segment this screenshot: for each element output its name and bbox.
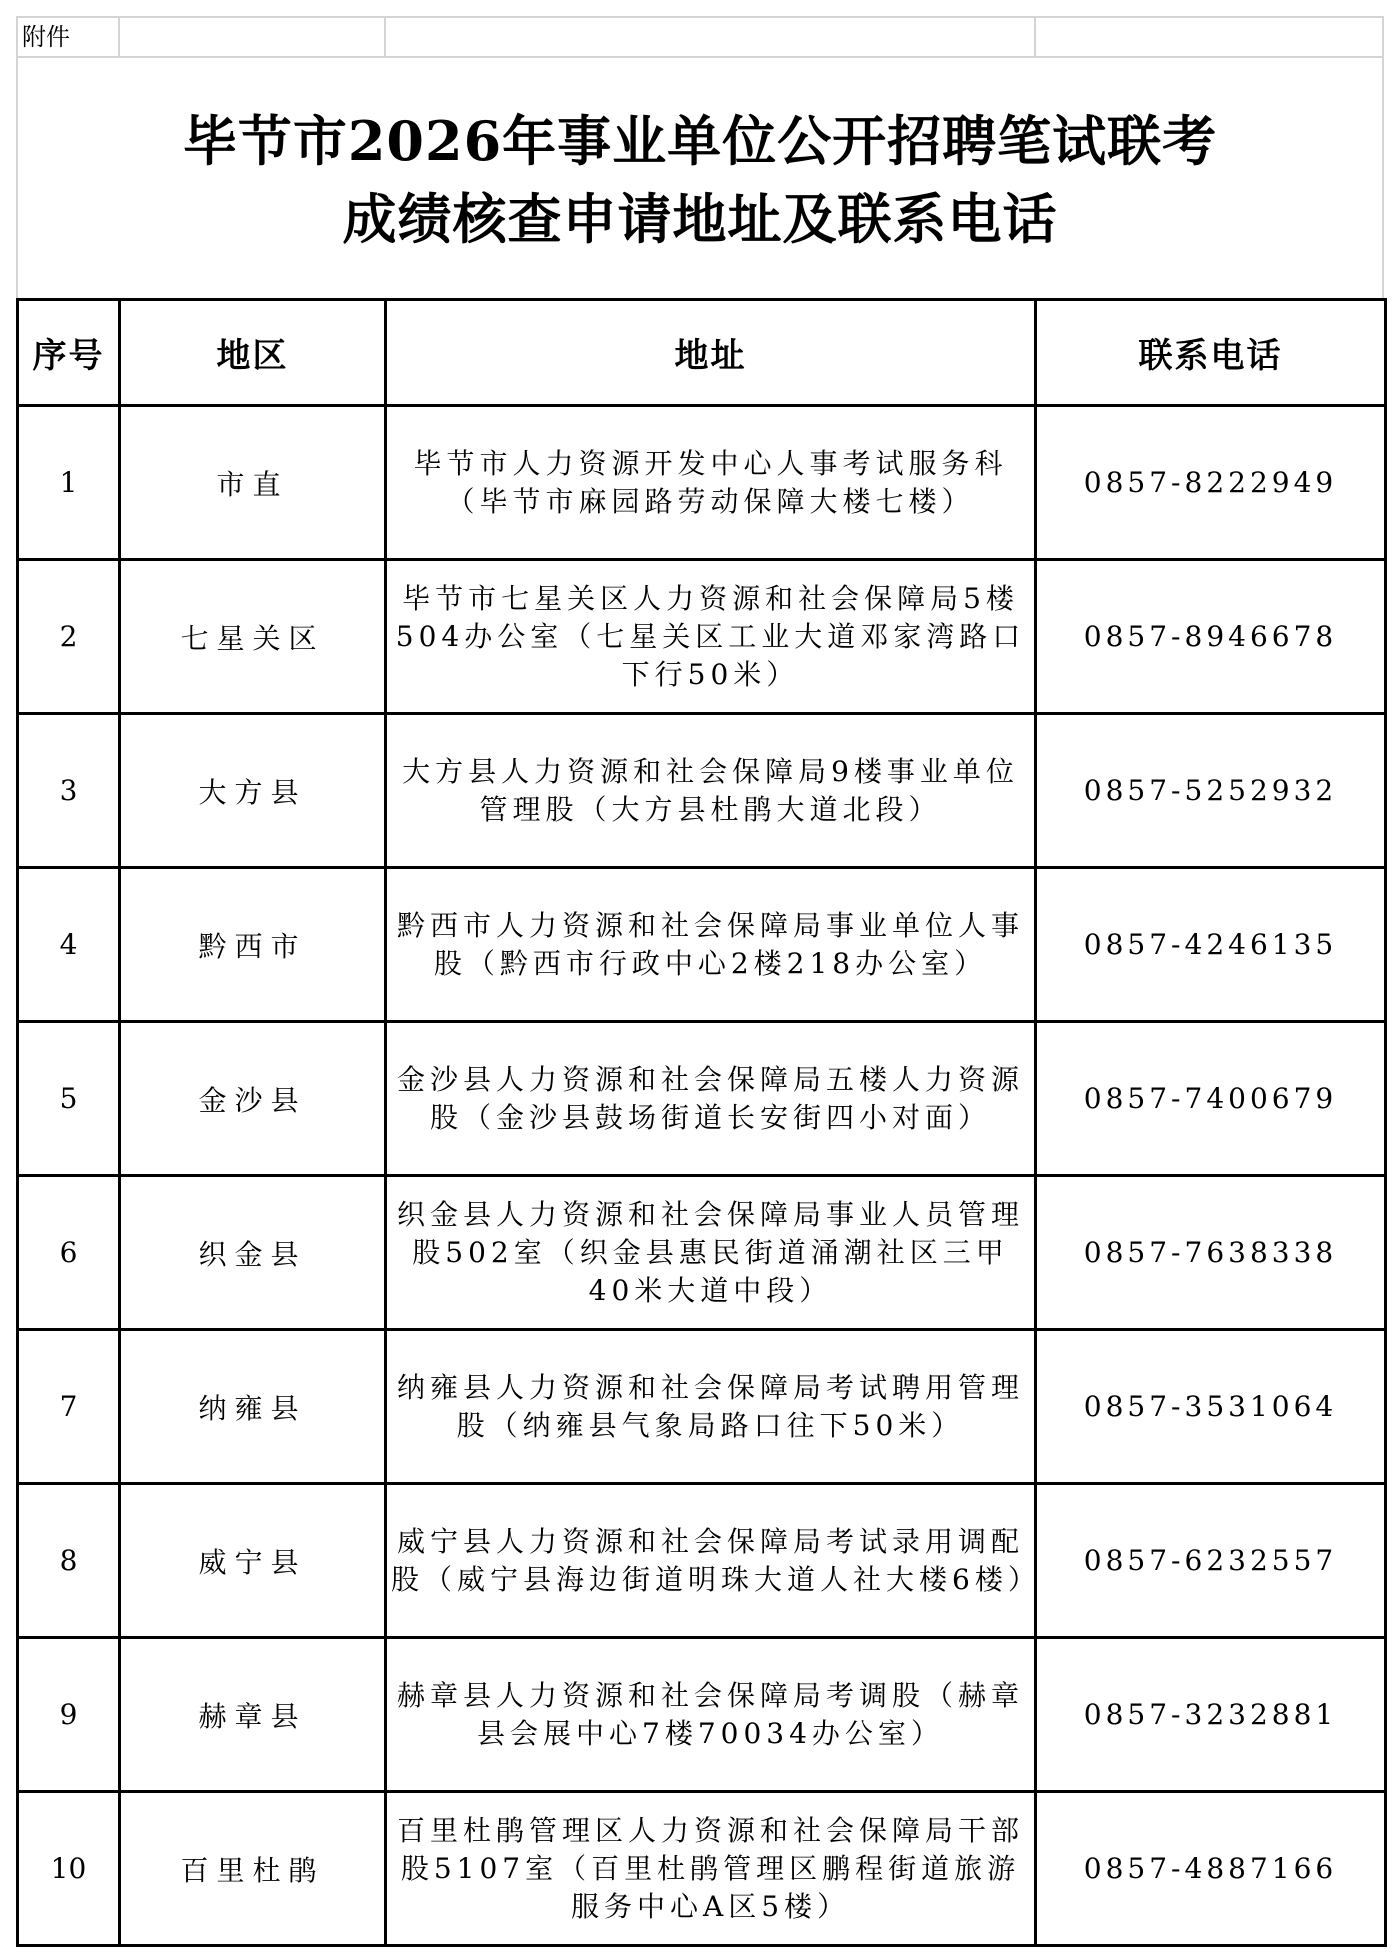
row-phone: 0857-4246135 <box>1036 868 1386 1022</box>
header-region: 地区 <box>120 300 386 406</box>
row-address: 毕节市人力资源开发中心人事考试服务科（毕节市麻园路劳动保障大楼七楼） <box>386 406 1036 560</box>
title-block <box>16 58 1384 298</box>
row-phone: 0857-4887166 <box>1036 1792 1386 1946</box>
row-number: 1 <box>18 406 120 560</box>
row-region: 市直 <box>120 406 386 560</box>
table-row <box>18 1792 1386 1946</box>
row-address: 大方县人力资源和社会保障局9楼事业单位管理股（大方县杜鹃大道北段） <box>386 714 1036 868</box>
row-number: 4 <box>18 868 120 1022</box>
contact-table <box>16 298 1387 1947</box>
row-number: 6 <box>18 1176 120 1330</box>
row-phone: 0857-3232881 <box>1036 1638 1386 1792</box>
row-region: 百里杜鹃 <box>120 1792 386 1946</box>
attachment-row <box>16 16 1384 58</box>
title-line-1: 毕节市2026年事业单位公开招聘笔试联考 <box>182 109 1218 173</box>
row-number: 9 <box>18 1638 120 1792</box>
table-row <box>18 1484 1386 1638</box>
table-header-row <box>18 300 1386 406</box>
row-address: 威宁县人力资源和社会保障局考试录用调配股（威宁县海边街道明珠大道人社大楼6楼） <box>386 1484 1036 1638</box>
table-row <box>18 1330 1386 1484</box>
row-region: 黔西市 <box>120 868 386 1022</box>
row-address: 黔西市人力资源和社会保障局事业单位人事股（黔西市行政中心2楼218办公室） <box>386 868 1036 1022</box>
empty-cell <box>120 18 386 56</box>
row-phone: 0857-6232557 <box>1036 1484 1386 1638</box>
table-row <box>18 1176 1386 1330</box>
header-no: 序号 <box>18 300 120 406</box>
row-region: 七星关区 <box>120 560 386 714</box>
empty-cell <box>386 18 1036 56</box>
row-address: 金沙县人力资源和社会保障局五楼人力资源股（金沙县鼓场街道长安街四小对面） <box>386 1022 1036 1176</box>
row-region: 金沙县 <box>120 1022 386 1176</box>
row-phone: 0857-3531064 <box>1036 1330 1386 1484</box>
table-row <box>18 560 1386 714</box>
spreadsheet-document <box>16 16 1384 1947</box>
row-region: 威宁县 <box>120 1484 386 1638</box>
attachment-label: 附件 <box>18 18 120 56</box>
row-phone: 0857-5252932 <box>1036 714 1386 868</box>
row-address: 毕节市七星关区人力资源和社会保障局5楼504办公室（七星关区工业大道邓家湾路口下行50米） <box>386 560 1036 714</box>
row-number: 5 <box>18 1022 120 1176</box>
table-row <box>18 868 1386 1022</box>
header-address: 地址 <box>386 300 1036 406</box>
empty-cell <box>1036 18 1382 56</box>
row-phone: 0857-8222949 <box>1036 406 1386 560</box>
table-row <box>18 1638 1386 1792</box>
row-address: 织金县人力资源和社会保障局事业人员管理股502室（织金县惠民街道涌潮社区三甲40米大道中段） <box>386 1176 1036 1330</box>
header-phone: 联系电话 <box>1036 300 1386 406</box>
row-address: 百里杜鹃管理区人力资源和社会保障局干部股5107室（百里杜鹃管理区鹏程街道旅游服务中心A区5楼） <box>386 1792 1036 1946</box>
row-region: 赫章县 <box>120 1638 386 1792</box>
title-line-2: 成绩核查申请地址及联系电话 <box>342 187 1058 251</box>
row-number: 7 <box>18 1330 120 1484</box>
row-region: 大方县 <box>120 714 386 868</box>
row-number: 8 <box>18 1484 120 1638</box>
row-region: 织金县 <box>120 1176 386 1330</box>
row-address: 纳雍县人力资源和社会保障局考试聘用管理股（纳雍县气象局路口往下50米） <box>386 1330 1036 1484</box>
row-number: 10 <box>18 1792 120 1946</box>
row-number: 2 <box>18 560 120 714</box>
table-row <box>18 1022 1386 1176</box>
table-row <box>18 406 1386 560</box>
row-phone: 0857-8946678 <box>1036 560 1386 714</box>
row-number: 3 <box>18 714 120 868</box>
table-row <box>18 714 1386 868</box>
row-phone: 0857-7400679 <box>1036 1022 1386 1176</box>
row-phone: 0857-7638338 <box>1036 1176 1386 1330</box>
row-region: 纳雍县 <box>120 1330 386 1484</box>
row-address: 赫章县人力资源和社会保障局考调股（赫章县会展中心7楼70034办公室） <box>386 1638 1036 1792</box>
